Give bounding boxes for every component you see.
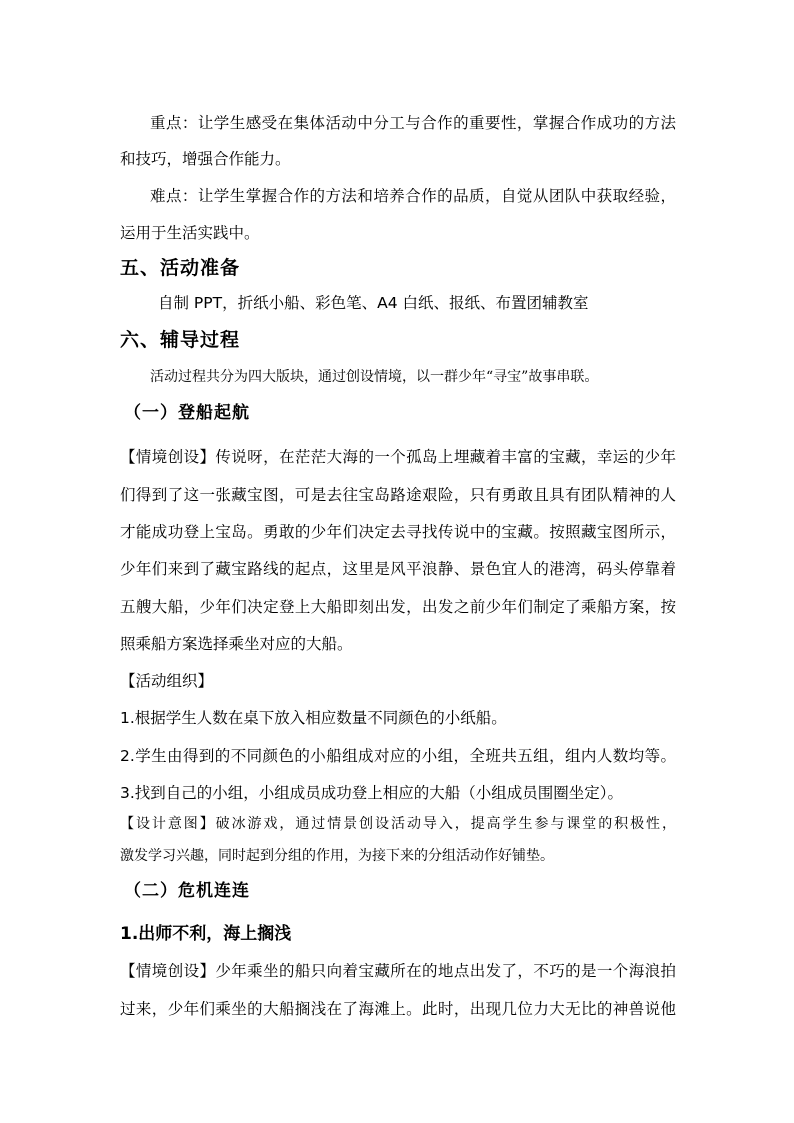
scene-1-line-6: 照乘船方案选择乘坐对应的大船。 [120,635,353,653]
difficulty-line-2: 运用于生活实践中。 [120,224,260,242]
scene-1-line-5: 五艘大船，少年们决定登上大船即刻出发，出发之前少年们制定了乘船方案，按 [120,598,676,616]
design-intent-line-1: 【设计意图】破冰游戏，通过情景创设活动导入，提高学生参与课堂的积极性， [120,816,676,832]
section-5-body: 自制 PPT，折纸小船、彩色笔、A4 白纸、报纸、布置团辅教室 [158,294,589,312]
scene-1-line-4: 少年们来到了藏宝路线的起点，这里是风平浪静、景色宜人的港湾，码头停靠着 [120,560,676,578]
scene-2-line-2: 过来，少年们乘坐的大船搁浅在了海滩上。此时，出现几位力大无比的神兽说他 [120,1000,676,1018]
scene-1-line-2: 们得到了这一张藏宝图，可是去往宝岛路途艰险，只有勇敢且具有团队精神的人 [120,486,676,504]
organization-step-1: 1.根据学生人数在桌下放入相应数量不同颜色的小纸船。 [120,709,507,727]
scene-1-line-1: 【情境创设】传说呀，在茫茫大海的一个孤岛上埋藏着丰富的宝藏，幸运的少年 [120,448,676,466]
organization-step-2: 2.学生由得到的不同颜色的小船组成对应的小组，全班共五组，组内人数均等。 [120,747,676,765]
organization-step-3: 3.找到自己的小组，小组成员成功登上相应的大船（小组成员围圈坐定）。 [120,784,624,802]
section-6-intro: 活动过程共分为四大版块，通过创设情境，以一群少年“寻宝”故事串联。 [150,369,599,385]
scene-1-line-3: 才能成功登上宝岛。勇敢的少年们决定去寻找传说中的宝藏。按照藏宝图所示， [120,523,676,541]
key-point-line-1: 重点：让学生感受在集体活动中分工与合作的重要性，掌握合作成功的方法 [150,114,676,132]
activity-organization-heading: 【活动组织】 [120,672,214,690]
difficulty-line-1: 难点：让学生掌握合作的方法和培养合作的品质，自觉从团队中获取经验， [150,187,676,205]
design-intent-line-2: 激发学习兴趣，同时起到分组的作用，为接下来的分组活动作好铺垫。 [120,848,554,864]
key-point-line-2: 和技巧，增强合作能力。 [120,150,291,168]
part-1-heading: （一）登船起航 [124,403,250,423]
scene-2-line-1: 【情境创设】少年乘坐的船只向着宝藏所在的地点出发了，不巧的是一个海浪拍 [120,962,676,980]
section-6-heading: 六、辅导过程 [120,329,241,351]
section-5-heading: 五、活动准备 [120,257,241,279]
subsection-1-heading: 1.出师不利，海上搁浅 [120,924,292,944]
part-2-heading: （二）危机连连 [124,881,250,901]
